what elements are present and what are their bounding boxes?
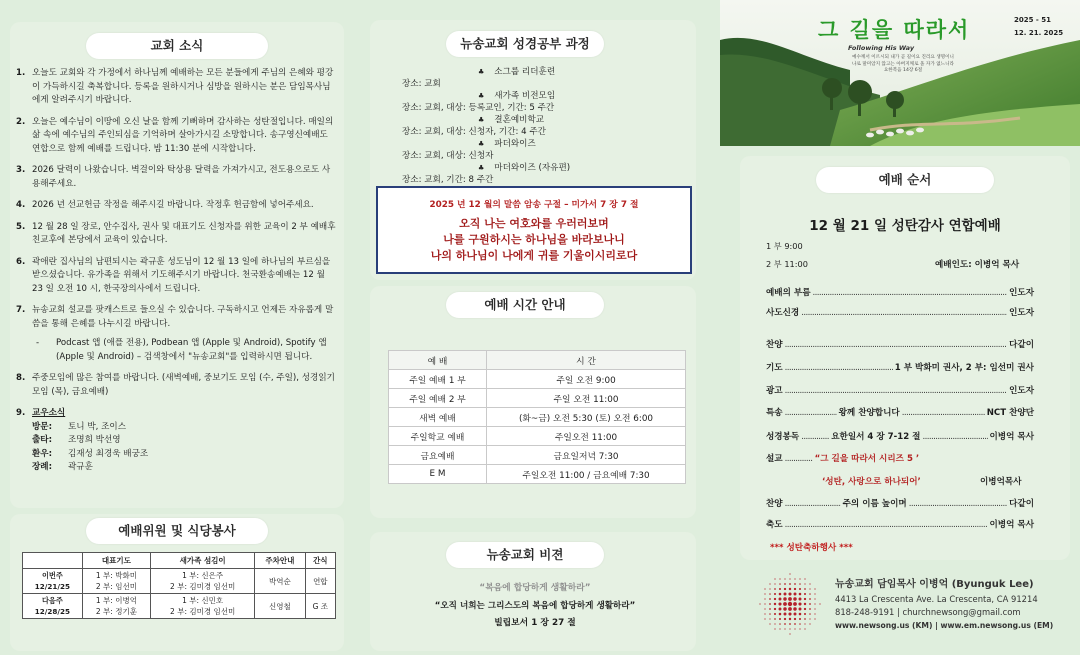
logo-dot: [804, 623, 805, 624]
logo-dot: [814, 588, 815, 589]
logo-dot: [764, 593, 765, 594]
staff-row: 출타: 조명희 박선영: [32, 435, 121, 445]
logo-dot: [809, 623, 810, 624]
church-address: 4413 La Crescenta Ave. La Crescenta, CA 91214: [835, 594, 1038, 604]
logo-dot: [804, 588, 806, 590]
order-row: 축도 ..... 이병억 목사: [766, 518, 1034, 530]
logo-dot: [794, 628, 795, 629]
logo-dot: [788, 602, 792, 606]
logo-dot: [774, 608, 776, 610]
cover-scripture: 예수께서 이르시되 내가 곧 길이요 진리요 생명이니 나로 말미암지 않고는 아버지께로 올 자가 없느니라 요한복음 14장 6절: [852, 55, 954, 73]
logo-dot: [788, 612, 791, 615]
logo-dot: [799, 598, 802, 601]
logo-dot: [784, 628, 785, 629]
logo-dot: [814, 603, 815, 604]
logo-dot: [799, 608, 802, 611]
logo-dot: [814, 593, 815, 594]
logo-dot: [764, 598, 765, 599]
vision-title: 뉴송교회 비젼: [446, 542, 604, 568]
logo-dot: [799, 623, 801, 625]
church-contact: 818-248-9191 | churchnewsong@gmail.com: [835, 607, 1021, 617]
church-name: 뉴송교회 담임목사 이병억 (Byunguk Lee): [835, 579, 1034, 590]
logo-dot: [774, 583, 775, 584]
sermon-subtitle: ‘성탄, 사랑으로 하나되어’: [822, 477, 921, 487]
logo-dot: [779, 618, 781, 620]
logo-dot: [759, 603, 760, 604]
logo-dot: [794, 593, 797, 596]
table-row: 주일 예배 2 부 주일 오전 11:00: [389, 389, 686, 408]
vision-reference: 빌립보서 1 장 27 절: [494, 618, 576, 628]
logo-dot: [779, 623, 781, 625]
logo-dot: [769, 588, 770, 589]
table-row: 다음주 12/28/25 1 부: 이병억 2 부: 정기훈 1 부: 신민호 2 부: 김미경 임선미 신영철 G 조: [23, 594, 336, 619]
logo-dot: [804, 618, 806, 620]
logo-dot: [793, 602, 797, 606]
staff-row: 환우: 김재성 최경욱 배궁조: [32, 448, 149, 459]
study-course: ♣ 결혼예비학교: [478, 115, 545, 125]
logo-dot: [809, 583, 810, 584]
logo-dot: [789, 618, 791, 620]
logo-dot: [799, 588, 801, 590]
logo-dot: [783, 607, 786, 610]
church-logo-icon: [756, 570, 824, 638]
logo-dot: [789, 573, 790, 574]
logo-dot: [789, 628, 790, 629]
order-row: 찬양 ..... 다같이: [766, 338, 1034, 350]
news-item: 7. 뉴송교회 설교를 팟캐스트로 들으실 수 있습니다. 구독하시고 언제든 자유롭게 말씀을 통해 은혜를 나누시길 바랍니다. - Podcast 앱 (애플 전용), Podbean 앱 (Apple 및 Android), Spotify 앱 (Apple 및 Android) – 검색창에서 "뉴송교회"를 입력하시면 됩니다.: [16, 304, 336, 364]
logo-dot: [793, 607, 796, 610]
logo-dot: [764, 613, 765, 614]
logo-dot: [799, 613, 802, 616]
logo-dot: [814, 598, 815, 599]
table-row: 주일 예배 1 부 주일 오전 9:00: [389, 370, 686, 389]
logo-dot: [788, 592, 791, 595]
verse-line: 나를 구원하시는 하나님을 바라보나니: [443, 233, 625, 246]
study-course: ♣ 새가족 비전모임: [478, 91, 556, 101]
logo-dot: [794, 578, 795, 579]
staff-news: 9. 교우소식 방문: 토니 박, 조이스 출타: 조명희 박선영 환우: 김재성 최경욱 배궁조 장례: 곽규훈: [16, 407, 336, 475]
logo-dot: [779, 598, 782, 601]
logo-dot: [799, 578, 800, 579]
staff-row: 방문: 토니 박, 조이스: [32, 421, 127, 432]
logo-dot: [809, 603, 811, 605]
logo-dot: [774, 618, 776, 620]
duty-title: 예배위원 및 식당봉사: [86, 518, 268, 544]
table-row: E M 주일오전 11:00 / 금요예배 7:30: [389, 465, 686, 484]
times-header-row: 예 배 시 간: [389, 351, 686, 370]
logo-dot: [809, 613, 811, 615]
logo-dot: [779, 583, 781, 585]
order-title: 예배 순서: [816, 167, 994, 193]
logo-dot: [809, 618, 810, 619]
church-websites: www.newsong.us (KM) | www.em.newsong.us (EM): [835, 621, 1054, 630]
study-list: ♣ 소그룹 리더훈련 장소: 교회 ♣ 새가족 비전모임 장소: 교회, 대상: 등록교인, 기간: 5 주간 ♣ 결혼예비학교 장소: 교회, 대상: 신청자, 기간: 4 주간 ♣ 파더와이즈 장소: 교회, 대상: 신청자 ♣ 마더와이즈 (자유편) 장소: 교회, 기간: 8 주간: [402, 66, 692, 186]
order-row: 사도신경 ..... 인도자: [766, 306, 1034, 318]
club-icon: ♣: [478, 116, 485, 124]
logo-dot: [769, 603, 771, 605]
study-course: ♣ 마더와이즈 (자유편): [478, 163, 571, 173]
service-time-first: 1 부 9:00: [766, 241, 803, 251]
logo-dot: [793, 597, 796, 600]
logo-dot: [794, 588, 796, 590]
study-course: ♣ 파더와이즈: [478, 139, 536, 149]
news-item: 8. 주중모임에 많은 참여를 바랍니다. (새벽예배, 중보기도 모임 (수, 주일), 성경읽기 모임 (목), 금요예배): [16, 373, 335, 397]
logo-dot: [764, 588, 765, 589]
logo-dot: [814, 608, 815, 609]
cover-title: 그 길을 따라서: [818, 17, 971, 42]
logo-dot: [784, 578, 785, 579]
special-event: *** 성탄축하행사 ***: [770, 543, 853, 553]
sermon-title: “그 길을 따라서 시리즈 5 ’: [814, 454, 920, 464]
study-title: 뉴송교회 성경공부 과정: [446, 31, 604, 57]
logo-dot: [809, 608, 811, 610]
logo-dot: [774, 588, 776, 590]
logo-dot: [769, 618, 770, 619]
logo-dot: [789, 578, 790, 579]
order-row: 찬양 ..... 주의 이름 높이며 ..... 다같이: [766, 497, 1034, 509]
logo-dot: [804, 608, 806, 610]
sermon-preacher: 이병억목사: [980, 477, 1022, 487]
issue-date: 12. 21. 2025: [1014, 29, 1064, 37]
logo-dot: [769, 623, 770, 624]
study-course: ♣ 소그룹 리더훈련: [478, 67, 556, 77]
logo-dot: [794, 623, 796, 625]
logo-dot: [769, 613, 771, 615]
order-row: 기도 ..... 1 부 박화미 권사, 2 부: 임선미 권사: [766, 361, 1034, 373]
logo-dot: [788, 607, 792, 611]
logo-dot: [769, 593, 771, 595]
club-icon: ♣: [478, 164, 485, 172]
logo-dot: [779, 588, 781, 590]
logo-dot: [783, 602, 787, 606]
club-icon: ♣: [478, 68, 485, 76]
vision-subtitle: “복음에 합당하게 생활하라”: [479, 583, 591, 593]
vision-verse: “오직 너희는 그리스도의 복음에 합당하게 생활하라”: [434, 601, 636, 611]
logo-dot: [798, 602, 801, 605]
news-list: [16, 67, 336, 483]
news-item: 3. 2026 달력이 나왔습니다. 벽걸이와 탁상용 달력을 가져가시고, 전도용으로도 사용해주세요.: [16, 165, 331, 189]
logo-dot: [774, 603, 776, 605]
staff-news-title: 교우소식: [32, 408, 66, 418]
table-row: 새벽 예배 (화~금) 오전 5:30 (토) 오전 6:00: [389, 408, 686, 427]
logo-dot: [799, 628, 800, 629]
logo-dot: [814, 613, 815, 614]
logo-dot: [804, 628, 805, 629]
logo-dot: [784, 588, 786, 590]
logo-dot: [779, 628, 780, 629]
logo-dot: [804, 613, 806, 615]
logo-dot: [779, 593, 782, 596]
logo-dot: [784, 593, 787, 596]
table-row: 주일학교 예배 주일오전 11:00: [389, 427, 686, 446]
logo-dot: [809, 593, 811, 595]
logo-dot: [789, 633, 790, 634]
logo-dot: [779, 608, 782, 611]
cover-subtitle: Following His Way: [848, 44, 915, 52]
logo-dot: [783, 597, 786, 600]
table-row: 금요예배 금요일저녁 7:30: [389, 446, 686, 465]
verse-heading: 2025 년 12 월의 말씀 암송 구절 – 미가서 7 장 7 절: [429, 200, 639, 210]
memory-verse-box: [376, 186, 692, 274]
logo-dot: [789, 623, 791, 625]
order-row: 성경봉독 ..... 요한일서 4 장 7-12 절 ..... 이병억 목사: [766, 430, 1034, 442]
table-row: 이번주 12/21/25 1 부: 박화미 2 부: 임선미 1 부: 신은주 2 부: 김미경 임선미 박역순 연합: [23, 569, 336, 594]
logo-dot: [774, 578, 775, 579]
logo-dot: [804, 598, 806, 600]
logo-dot: [789, 588, 791, 590]
logo-dot: [814, 618, 815, 619]
duty-table: [22, 552, 336, 619]
logo-dot: [774, 593, 776, 595]
logo-dot: [784, 618, 786, 620]
logo-dot: [784, 583, 786, 585]
logo-dot: [799, 593, 802, 596]
news-item: 5. 12 월 28 일 장로, 안수집사, 권사 및 대표기도 신청자를 위한 교육이 2 부 예배후 친교후에 본당에서 교육이 있습니다.: [16, 221, 336, 245]
logo-dot: [804, 583, 805, 584]
news-item: 1. 오늘도 교회와 각 가정에서 하나님께 예배하는 모든 분들에게 주님의 은혜와 평강이 가득하시길 축복합니다. 등록을 원하시거나 심방을 원하시는 분은 담임목사님에게 알려주시기 바랍니다.: [16, 68, 334, 105]
service-leader: 예배인도: 이병억 목사: [935, 260, 1020, 270]
verse-line: 오직 나는 여호와를 우러러보며: [459, 217, 609, 230]
news-item: 6. 곽애란 집사님의 남편되시는 곽규훈 성도님이 12 월 13 일에 하나님의 부르심을 받으셨습니다. 유가족을 위해서 기도해주시기 바랍니다. 천국환송예배는 12 월 23 일 오전 10 시, 한국장의사에서 드립니다.: [16, 256, 331, 294]
logo-dot: [774, 628, 775, 629]
logo-dot: [799, 583, 801, 585]
logo-dot: [769, 598, 771, 600]
logo-dot: [819, 603, 820, 604]
news-title: 교회 소식: [86, 33, 268, 59]
duty-header-row: 대표기도 새가족 섬김이 주차안내 간식: [23, 553, 336, 569]
logo-dot: [794, 613, 797, 616]
logo-dot: [779, 578, 780, 579]
staff-row: 장례: 곽규훈: [32, 462, 93, 472]
logo-dot: [784, 623, 786, 625]
times-title: 예배 시간 안내: [446, 292, 604, 318]
logo-dot: [764, 618, 765, 619]
service-times-table: [388, 350, 686, 484]
logo-dot: [784, 613, 787, 616]
order-row: 설교 ..... “그 길을 따라서 시리즈 5 ’: [766, 452, 966, 464]
logo-dot: [778, 602, 781, 605]
verse-line: 나의 하나님이 나에게 귀를 기울이시리로다: [430, 249, 638, 262]
logo-dot: [794, 583, 796, 585]
logo-dot: [809, 598, 811, 600]
logo-dot: [809, 588, 810, 589]
logo-dot: [799, 618, 801, 620]
order-row: 특송 ..... 왕께 찬양합니다 ..... NCT 찬양단: [766, 406, 1034, 418]
issue-number: 2025 - 51: [1014, 16, 1052, 24]
logo-dot: [764, 608, 765, 609]
news-item: 2. 오늘은 예수님이 이땅에 오신 날을 함께 기뻐하며 감사하는 성탄절입니다. 매일의 삶 속에 예수님의 주인되심을 기억하며 살아가시길 소망합니다. 송구영신예배도 연합으로 함께 예배를 드립니다. 밤 11:30 분에 시작합니다.: [16, 116, 334, 154]
logo-dot: [764, 603, 765, 604]
club-icon: ♣: [478, 140, 485, 148]
order-row: 광고 ..... 인도자: [766, 384, 1034, 396]
news-item: 4. 2026 년 선교헌금 작정을 해주시길 바랍니다. 작정후 헌금함에 넣어주세요.: [16, 200, 314, 210]
logo-dot: [804, 578, 805, 579]
logo-dot: [789, 583, 791, 585]
logo-dot: [804, 603, 806, 605]
logo-dot: [774, 623, 775, 624]
club-icon: ♣: [478, 92, 485, 100]
logo-dot: [804, 593, 806, 595]
service-title: 12 월 21 일 성탄감사 연합예배: [809, 218, 1001, 234]
order-row: 예배의 부름 ..... 인도자: [766, 286, 1034, 298]
logo-dot: [774, 598, 776, 600]
logo-dot: [769, 608, 771, 610]
logo-dot: [769, 583, 770, 584]
logo-dot: [774, 613, 776, 615]
service-time-second: 2 부 11:00: [766, 259, 808, 269]
logo-dot: [779, 613, 782, 616]
logo-dot: [794, 618, 796, 620]
logo-dot: [788, 597, 792, 601]
podcast-info: - Podcast 앱 (애플 전용), Podbean 앱 (Apple 및 Android), Spotify 앱 (Apple 및 Android) – 검색창에서 "뉴송교회"를 입력하시면 됩니다.: [36, 338, 327, 362]
